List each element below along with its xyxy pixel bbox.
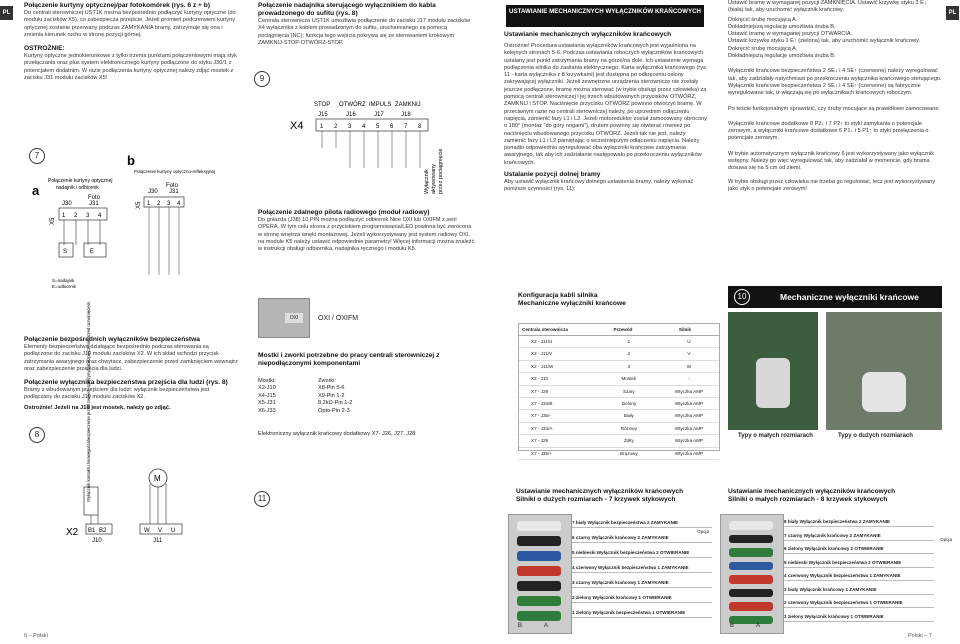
col-header: Przewód (613, 327, 633, 332)
col-header: IMPULS (369, 102, 392, 108)
left-page (0, 0, 248, 644)
letter-a: A (756, 623, 761, 629)
cam-row-label: 4 czerwony Wyłącznik bezpieczeństwa 1 ZAMYKANIE (784, 571, 934, 581)
j30-label: J30 (62, 201, 72, 207)
foto-label: Foto (88, 195, 101, 201)
table-row (519, 435, 719, 447)
paragraph: W trybie automatycznym wyłącznik krańcowy 6 jest wykorzystywany jako wyłącznik wstępny. Należy go więc wyregulować tak, aby zadziałał w momencie, gdy brama dosuwa się na 5 cm od ziemi. (728, 150, 935, 172)
cam-row-label: 6 czarny Wyłącznik krańcowy 2 ZAMYKANIE (572, 533, 712, 543)
paragraph: Do centrali sterowniczej UST1K można bezpośrednio podłączyć kurtyny optyczne (do modułu zacisków X5), co zabezpiecza przejście. Jeżeli promień podczerwieni kurtyny optycznej zostanie przerwany podczas ZAMYKANIA bramy, zatrzymuje się ona i zmienia kierunek ruchu w stronę pozycji górnej. (24, 10, 236, 38)
cam-row-label: 2 zielony Wyłącznik krańcowy 1 OTWIERANIE (572, 593, 712, 603)
warning-text: Ostrożnie! Jeżeli na J10 jest mostek, należy go zdjąć. (24, 404, 171, 411)
pin: 2 (157, 201, 161, 207)
right-column-middle-page (494, 0, 716, 644)
figure-subtitle: Silniki o małych rozmiarach - 8 krzywek stykowych (728, 496, 888, 503)
j-label: J18 (401, 112, 411, 118)
section-title: Mostki i zworki potrzebne do pracy centrali sterowniczej z niepodłączonymi komponentami (258, 352, 440, 367)
pin: 8 (418, 124, 422, 130)
section-title: Połączenie kurtyny optycznej/par fotokomórek (rys. 6 z + b) (24, 2, 210, 9)
section-title: Połączenie bezpośrednich wyłączników bezpieczeństwa (24, 336, 200, 343)
table-row (519, 348, 719, 360)
paragraph: Do gniazda (J38) 10 PIN można podłączyć odbiornik Nice OXI lub OXIFM z serii OPERA. W tym celu strona z przyciskiem programowania/LED powinna być zwrócona w stronę wnętrza wnęki montażowej. Jeżeli wykorzystywany jest system radiowy OXI, na module K5 należy ustawić odpowiednie parametry! Więcej informacji można znaleźć w instrukcji obsługi odbiornika, nadajnika ręcznego i modułu K5. (258, 217, 475, 253)
table-cell: Wtyczka AMP (674, 413, 704, 419)
vertical-label: Wyłącznik kontaktu linowego/zabezpieczenie przed zwisem sprężyny/zabezpieczenie przed rozwinięciem (86, 301, 91, 502)
bridge-cell: X2-J10 (258, 385, 276, 392)
table-cell: Wtyczka AMP (674, 400, 704, 406)
photo-small-motor (728, 312, 818, 430)
caption: Połączenie kurtyny optyczno-refleksyjnej (134, 169, 216, 174)
cam-row-label: 5 niebieski Wyłącznik bezpieczeństwa 2 OTWIERANIE (784, 558, 934, 568)
vertical-label: Wyłącznik (424, 169, 430, 194)
table-row (519, 410, 719, 422)
bridges-table (258, 378, 408, 415)
s-label: S (63, 249, 68, 255)
figure-number: 10 (734, 289, 750, 305)
table-cell: Różowy (620, 425, 638, 431)
jumper-cell: X8-Pin 5-6 (318, 385, 345, 392)
pl-tab: PL (946, 6, 959, 20)
paragraph: Ostrożnie! Procedura ustawiania wyłączników krańcowych jest wyjaśniona na kolejnych stronach 5-6. Podczas ustawiania roboczych wyłączników krańcowych ustalany jest punkt zatrzymania bramy na górze/na dole. Ich ustawienie wymaga podłączenia silnika do zasilania elektrycznego. Karta wyłącznika krańcowego (rys. 11 - karta wyłącznika z 8 krzywkami) jest dostępna po odkręceniu osłony zakrywającej wyłączniki. Jeżeli zewnętrzne urządzenia sterownicze nie zostały jeszcze podłączone, bramę można sterować (w trybie obsługi przez człowieka) za pomocą centrali sterowniczej i jej trzech wbudowanych przycisków OTWÓRZ, ZAMKNIJ i STOP. Naciśnięcie przycisku OTWÓRZ powinno otworzyć bramę. W przeciwnym razie na centrali sterowniczej należy, po uprzednim odłączeniu napięcia, zamienić fazy L1 i L2. Jeżeli motoreduktor został zamocowany obrócony o 180° (montaż "do góry nogami"), drutem powinny się otwierać również po naciśnięciu wbudowanego przycisku OTWÓRZ. Jeżeli tak nie jest, należy zamienić fazy L1 i L2 pamiętając o wcześniejszym odłączeniu napięcia. Należy ponadto odpowiednio wyregulować oba wyłączniki krańcowe zatrzymania awaryjnego, tak aby ich zadziałanie następowało po przekroczeniu wyłączników krańcowych. (504, 43, 708, 166)
bridge-cell: X6-J33 (258, 407, 276, 414)
cam-disc (517, 551, 561, 561)
x5-label: X5 (136, 201, 142, 209)
vertical-label: aktywowany (431, 164, 437, 194)
cam-disc (517, 536, 561, 546)
table-cell: X7 - J35/+ (531, 450, 553, 456)
step-line: Dokręcić śrubę mocującą A. (728, 16, 798, 23)
cam-disc (729, 575, 773, 584)
warning-title: OSTROŻNIE: (24, 45, 65, 53)
terminal-pins (62, 213, 102, 219)
cam-row-label: 7 czarny Wyłącznik krańcowy 2 ZAMYKANIE (784, 531, 934, 541)
bridge-cell: X4-J15 (258, 392, 276, 399)
col-header: ZAMKNIJ (395, 102, 421, 108)
figure-title: Ustawianie mechanicznych wyłączników krańcowych (728, 488, 896, 495)
pin: 3 (348, 124, 352, 130)
pin: B1 (88, 528, 96, 534)
config-title: Konfiguracja kabli silnika (518, 292, 598, 299)
cam-disc (729, 521, 773, 530)
figure-number: 8 (29, 427, 45, 443)
cam-disc (729, 548, 773, 557)
bridge-row (258, 385, 408, 392)
table-cell: Szary (622, 388, 635, 394)
pin: U (171, 528, 176, 534)
paragraph: Ustawić bramę w wymaganej pozycji ZAMKNIĘCIA. Ustawić krzywkę styku 3 E↓ (biała) tak, aby uruchomić wyłącznik krańcowy. (728, 0, 927, 14)
table-row (519, 423, 719, 435)
figure-11-left-panel (516, 488, 712, 504)
cam-disc (517, 596, 561, 606)
cam-row-label: 6 zielony Wyłącznik krańcowy 2 OTWIERANIE (784, 544, 934, 554)
j-label: J17 (374, 112, 384, 118)
caption: E=odbiornik (52, 284, 76, 289)
motor-label: M (154, 474, 161, 483)
caption: Połączenie kurtyny optycznej (48, 178, 113, 184)
opcja-label: Opcja (697, 529, 710, 534)
pin: 4 (177, 201, 181, 207)
cam-disc (729, 535, 773, 544)
cam-row-label: 8 biały Wyłącznik bezpieczeństwa 2 ZAMYKANIE (784, 517, 934, 527)
j10-label: J10 (92, 538, 102, 544)
paragraph: Aby ustawić wyłącznik krańcowy dolnego ustawienia bramy, należy wykonać poniższe czynności (rys. 11): (504, 179, 694, 193)
photo-large-motor (826, 312, 942, 430)
step-line: Dokręcić śrubę mocującą A. (728, 45, 798, 52)
pin: 2 (74, 213, 78, 219)
table-row (519, 373, 719, 385)
figure-7-diagram (26, 153, 246, 325)
jumper-cell: Opto-Pin 2-3 (318, 407, 350, 414)
step-line: Ustawić krzywkę styku 1 E↑ (zielona) tak, aby uruchomić wyłącznik krańcowy. (728, 38, 921, 45)
col-header: OTWÓRZ (339, 102, 366, 108)
warning-text: Kurtyny optyczne jednokierunkowe z tylko trzema punktami połączeniowymi mają styk przełączania oraz plus system elektronicznego kurtyny podłączone do styku J30/1 z potencjałem dodatnim. W razie podłączenia kurtyny optycznej należy zdjąć mostek z zacisku J31 modułu zacisków X5! (24, 53, 237, 82)
step-line: Dokładniejszą regulację umożliwia śruba B. (728, 23, 836, 30)
pin: 1 (320, 124, 324, 130)
opcja-label: Opcja (940, 537, 953, 542)
table-cell: Mostek (621, 376, 637, 382)
table-cell: Żółty (623, 438, 634, 444)
pin: 4 (362, 124, 366, 130)
table-cell: X7 - J29 (531, 388, 549, 394)
cam-disc (517, 581, 561, 591)
cam-stack (756, 358, 790, 408)
step-line: Dokładniejszą regulację umożliwia śruba B. (728, 53, 836, 60)
table-cell: V (687, 351, 691, 357)
paragraph: W trybie obsługi przez człowieka nie trzeba go regulować, lecz jest wykorzystywany jako styk o potencjale zerowym! (728, 178, 936, 192)
table-cell: W (686, 363, 692, 369)
cam-disc (517, 521, 561, 531)
cam-disc (729, 602, 773, 611)
cam-row-label: 4 czerwony Wyłącznik bezpieczeństwa 1 ZAMYKANIE (572, 563, 712, 573)
section-title: Ustalanie pozycji dolnej bramy (504, 171, 601, 179)
table-cell: - (688, 376, 690, 382)
pin: 7 (404, 124, 408, 130)
table-cell: Biały (623, 413, 634, 419)
pin: 5 (376, 124, 380, 130)
cam-switch-image (508, 514, 572, 634)
cam-row-label: 2 czerwony Wyłącznik bezpieczeństwa 1 OTWIERANIE (784, 598, 934, 608)
x4-label: X4 (290, 120, 304, 132)
oxi-label: OXI / OXIFM (318, 315, 359, 322)
section-title: Ustawianie mechanicznych wyłączników krańcowych (504, 31, 672, 38)
table-cell: X7 - J35/- (531, 413, 551, 419)
table-cell: X2 - J10 (531, 376, 549, 382)
config-subtitle: Mechaniczne wyłączniki krańcowe (518, 300, 626, 307)
caption-small: Typy o małych rozmiarach (738, 433, 813, 439)
section-title: Połączenie wyłącznika bezpieczeństwa przejścia dla ludzi (rys. 8) (24, 379, 228, 387)
cam-disc (729, 616, 773, 625)
pin: 4 (98, 213, 102, 219)
pin: 3 (167, 201, 171, 207)
end-switch-line: Elektroniczny wyłącznik krańcowy dodatkowy X7- J26, J27, J28 (258, 431, 416, 437)
step-line: Ustawić bramę w wymaganej pozycji OTWARCIA. (728, 31, 853, 38)
table-cell: 2 (627, 351, 631, 357)
vertical-label: przez pociągnięcie (438, 148, 444, 194)
pin: W (144, 528, 150, 534)
cam-stack (862, 372, 906, 412)
j31-label: J31 (169, 189, 179, 195)
figure-number: 9 (254, 71, 270, 87)
right-page (716, 0, 960, 644)
cam-disc (729, 589, 773, 598)
caption: nadajnik i odbiornik (56, 185, 99, 191)
table-cell: Wtyczka AMP (674, 425, 704, 431)
cam-row-label: 1 zielony Wyłącznik bezpieczeństwa 1 OTWIERANIE (572, 608, 712, 618)
paragraph: Po teście funkcjonalnym sprawdzić, czy śruby mocujące są prawidłowo zamocowane. (728, 105, 941, 112)
oxi-chip: OXI (285, 313, 303, 323)
table-cell: 3 (627, 363, 631, 369)
table-cell: Wtyczka AMP (674, 438, 704, 444)
table-cell: Wtyczka AMP (674, 450, 704, 456)
paragraph: Elementy bezpieczeństwa działające bezpośrednio podczas sterowania są podłączone do zacisku J10 modułu zacisków X2. W ich skład wchodzi przycisk zatrzymania awaryjnego oraz chwytacz, zabezpieczenie przed zamknięciem wewnątrz oraz zabezpieczenie przejścia dla ludzi. (24, 344, 238, 372)
pin: 6 (390, 124, 394, 130)
bridge-row (258, 393, 408, 400)
figure-9-diagram (282, 98, 482, 198)
figure-title: Ustawianie mechanicznych wyłączników krańcowych (516, 488, 684, 495)
cam-row-label: 5 niebieski Wyłącznik bezpieczeństwa 2 OTWIERANIE (572, 548, 712, 558)
figure-b-label: b (127, 153, 135, 168)
oxi-module-illustration (258, 298, 310, 338)
pin: 1 (62, 213, 66, 219)
figure-number: 11 (254, 491, 270, 507)
paragraph: Bramy z wbudowanym przejściem dla ludzi: wyłącznik bezpieczeństwa jest podłączany do zacisku J10 modułu zacisków X2. (24, 387, 210, 401)
cam-row-label: 3 czarny Wyłącznik krańcowy 1 ZAMYKANIE (572, 578, 712, 588)
caption-large: Typy o dużych rozmiarach (838, 433, 913, 439)
table-cell: Zielony (621, 400, 637, 406)
pin: V (158, 528, 163, 534)
page-footer: Polski – 7 (908, 633, 932, 639)
j-label: J16 (346, 112, 356, 118)
letter-b: B (518, 623, 523, 629)
cam-disc (729, 562, 773, 571)
pl-tab: PL (0, 6, 13, 20)
j-label: J15 (318, 112, 328, 118)
table-row (519, 386, 719, 398)
x5-label: X5 (50, 217, 56, 225)
table-cell: X7 - J34/B (531, 400, 553, 406)
table-cell: X7 - J34/A (531, 425, 553, 431)
col-header: Mostki: (258, 378, 276, 384)
figure-a-label: a (32, 183, 40, 198)
table-cell: X2 - J11/W (531, 363, 554, 369)
j31-label: J31 (89, 201, 99, 207)
jumper-cell: 8,2kΩ-Pin 1-2 (318, 400, 353, 407)
table-cell: Brązowy (620, 450, 638, 456)
figure-number: 7 (29, 148, 45, 164)
figure-title: Mechaniczne wyłączniki krańcowe (780, 292, 919, 302)
caption: S=nadajnik (52, 278, 75, 283)
table-cell: U (687, 339, 691, 344)
table-row (519, 398, 719, 410)
col-header: Zworki: (318, 378, 337, 384)
table-cell: X2 - J11/V (531, 351, 553, 357)
letter-b: B (730, 623, 735, 629)
pin: 3 (86, 213, 90, 219)
header-bar (506, 5, 704, 27)
pin: B2 (99, 528, 107, 534)
cam-switch-image (720, 514, 784, 634)
figure-subtitle: Silniki o dużych rozmiarach - 7 krzywek stykowych (516, 496, 676, 503)
foto-label: Foto (166, 183, 179, 189)
table-cell: X7 - J29 (531, 438, 549, 444)
j11-label: J11 (153, 538, 163, 544)
col-header: Silnik (678, 327, 692, 332)
letter-a: A (544, 623, 549, 629)
cam-row-label: 3 biały Wyłącznik krańcowy 1 ZAMYKANIE (784, 585, 934, 595)
col-header: Centrala sterownicza (522, 327, 568, 332)
e-label: E (90, 249, 95, 255)
cam-row-label: 1 zielony Wyłącznik krańcowy 1 OTWIERANIE (784, 612, 934, 622)
figure-11-right-panel (728, 488, 948, 504)
paragraph: Centrala sterownicza UST1K umożliwia podłączenie do zacisku J17 modułu zacisków X4 wyłącznika z kablem prowadzonym do sufitu, uruchamianego za pomocą pociągnięcia (NC); funkcja tego wejścia pokrywa się ze sterowaniem krokowym ZAMKNIJ-STOP-OTWÓRZ-STOP. (258, 18, 471, 46)
j30-label: J30 (148, 189, 158, 195)
cam-disc (517, 611, 561, 621)
cam-disc (517, 566, 561, 576)
table-cell: X2 - J11/U (531, 339, 553, 344)
paragraph: Wyłączniki krańcowe bezpieczeństwa 2 SE↓ i 4 SE↑ (czerwone) należy wyregulować tak, aby zadziałały natychmiast po przekroczeniu wyłącznika krańcowego sterującego. Wyłączniki krańcowe bezpieczeństwa 2 SE↓ i 4 SE↑ (czerwone) są fabrycznie wyregulowane tak, iż włączają się po wyłącznikach krańcowych roboczym. (728, 68, 942, 97)
table-row (519, 336, 719, 348)
jumper-cell: X9-Pin 1-2 (318, 392, 345, 399)
header-title: USTAWIANIE MECHANICZNYCH WYŁĄCZNIKÓW KRAŃCOWYCH (508, 8, 702, 15)
x2-label: X2 (66, 527, 79, 538)
bridge-cell: X5-J31 (258, 400, 276, 407)
pin: 2 (334, 124, 338, 130)
middle-column (248, 0, 484, 644)
table-cell: Wtyczka AMP (674, 388, 704, 394)
table-row (519, 448, 719, 460)
section-title: Połączenie nadajnika sterującego wyłącznikiem do kabla prowadzonego do sufitu (rys. 8) (258, 2, 436, 17)
cable-config-table (518, 323, 720, 456)
table-row (519, 361, 719, 373)
table-cell: 1 (627, 339, 631, 344)
paragraph: Wyłączniki krańcowe dodatkowe 8 P2↓ i 7 P2↑ to styki zamykania o potencjale zerowym, a wyłączniki krańcowe dodatkowe 6 P1↓ i 5 P1↑ to styki przełączenia o potencjale zerowym. (728, 120, 929, 142)
pin: 1 (147, 201, 151, 207)
figure-10-header (728, 286, 942, 308)
cam-row-label: 7 biały Wyłącznik bezpieczeństwa 2 ZAMYKANIE (572, 518, 712, 528)
bridge-row (258, 408, 408, 415)
page-footer: 6 – Polski (24, 633, 48, 639)
section-title: Połączenie zdalnego pilota radiowego (moduł radiowy) (258, 209, 430, 216)
bridge-row (258, 400, 408, 407)
col-header: STOP (314, 102, 331, 108)
